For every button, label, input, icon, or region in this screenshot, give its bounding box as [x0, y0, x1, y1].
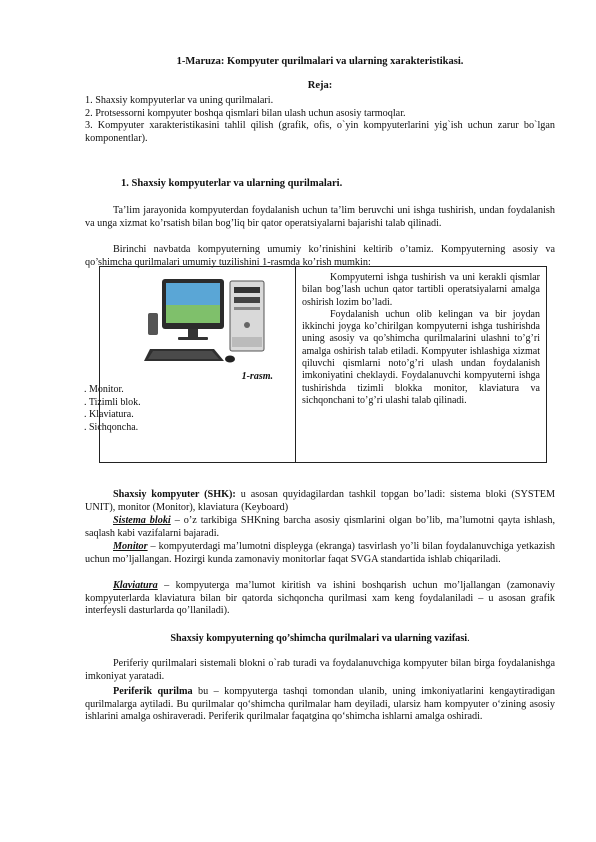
shk-paragraph [85, 489, 555, 514]
plan-item-2: 2. Protsessorni kompyuter boshqa qismlari bilan ulash uchun asosiy tarmoqlar. [85, 107, 406, 119]
figure-text-paragraph: Foydalanish uchun olib kelingan va bir joydan ikkinchi joyga ko’chirilgan kompyuterni ishga tushirishda uning asosiy va qo’shimcha qurilmalarini ulashni to’g’ri amalga oshirish talab etiladi. Kompyuter ishlashiga xizmat qiluvchi qismlarni noto’g’ri ulash undan foydalanish imkoniyatini cheklaydi. Foydalanuvchi kompyuterni ishga tushirishda tizimli blokka monitor, klaviatura va sichqonchani to’g’ri ulashi talab qilinadi. [302, 308, 540, 406]
intro-paragraph-2: Birinchi navbatda kompyuterning umumiy ko’rinishini keltirib o’tamiz. Kompyuterning asosiy va qo’shimcha qurilmalari umumiy tuzilishini 1-rasmda ko’rish mumkin: [85, 244, 555, 268]
legend-item: . Sichqoncha. [84, 421, 139, 433]
periferik-paragraph [85, 686, 555, 724]
legend-item: . Klaviatura. [84, 409, 134, 421]
section-heading: 1. Shaxsiy kompyuterlar va ularning qurilmalari. [121, 178, 343, 189]
periferik-text: bu – kompyuterga tashqi tomondan ulanib, uning imkoniyatlarini kengaytiradigan qurilmalarga aytiladi. Bu qurilmalar qo‘shimcha qurilmalar ham deyiladi, ularsiz ham kompyuter o‘zining asosiy ishlarini amalga oshiraveradi. Periferik qurilmalar faqatgina qo‘shimcha ishlarni amalga oshiradi. [85, 686, 555, 723]
subsection-heading-text: Shaxsiy kompyuterning qo’shimcha qurilmalari va ularning vazifasi [170, 633, 468, 644]
sistema-term: Sistema bloki [113, 515, 171, 526]
figure-text-cell [296, 267, 546, 462]
figure-legend [84, 384, 141, 434]
klaviatura-text: – kompyuterga ma’lumot kiritish va ishini boshqarish uchun mo’ljallangan (zamonaviy kompyuterlarda klaviatura bilan bir qatorda sichqoncha qurilmasi xam keng foydalaniladi – u asosan grafik interfeysli dasturlarda qo’llaniladi). [85, 580, 555, 617]
legend-item: . Monitor. [84, 384, 124, 395]
figure-caption: 1-rasm. [241, 371, 273, 382]
sistema-paragraph [85, 515, 555, 540]
shk-term: Shaxsiy kompyuter (SHK): [113, 489, 236, 500]
legend-item: . Tizimli blok. [84, 396, 141, 408]
subsection-heading-dot: . [467, 633, 470, 644]
shk-text: u asosan quyidagilardan tashkil topgan bo’ladi: sistema bloki (SYSTEM UNIT), monitor (Monitor), klaviatura (Keyboard) [85, 489, 555, 513]
computer-illustration [144, 275, 284, 375]
figure-text-paragraph: Kompyuterni ishga tushirish va uni kerakli qismlar bilan bog’lash uchun qator tartibli operatsiyalarni amalga oshirish lozim bo’ladi. [302, 272, 540, 308]
subsection-heading [85, 633, 555, 644]
figure-table [84, 266, 547, 463]
klaviatura-paragraph [85, 580, 555, 618]
lecture-title: 1-Maruza: Kompyuter qurilmalari va ularning xarakteristikasi. [176, 56, 464, 67]
plan-item-3: 3. Kompyuter xarakteristikasini tahlil qilish (grafik, ofis, o`yin kompyuterlarini yig`ish uchun zarur bo`lgan komponentlar). [85, 120, 555, 144]
sistema-text: – o’z tarkibiga SHKning barcha asosiy qismlarini olgan bo’lib, ma’lumotni qayta ishlash, saqlash kabi vazifalarni bajaradi. [85, 515, 556, 539]
monitor-text: – kompyuterdagi ma’lumotni displeyga (ekranga) tasvirlash yo’li bilan foydalanuvchiga yetkazish uchun mo’ljallangan. Hozirgi kunda zamonaviy monitorlar faqat SVGA standartida ishlab chiqariladi. [85, 541, 555, 565]
periferik-term: Periferik qurilma [113, 686, 193, 697]
plan-list [85, 95, 555, 145]
plan-heading: Reja: [307, 80, 333, 91]
monitor-term: Monitor [113, 541, 148, 552]
figure-cell [84, 267, 296, 462]
klaviatura-term: Klaviatura [113, 580, 158, 591]
plan-item-1: 1. Shaxsiy kompyuterlar va uning qurilmalari. [85, 95, 274, 106]
periferiy-paragraph: Periferiy qurilmalari sistemali blokni o`rab turadi va foydalanuvchiga kompyuter bilan birga foydalanishga imkoniyat yaratadi. [85, 658, 555, 682]
monitor-paragraph [85, 541, 555, 566]
intro-paragraph-1: Ta’lim jarayonida kompyuterdan foydalanish uchun ta’lim beruvchi uni ishga tushirish, undan foydalanish va unga xizmat ko’rsatish bilan bog’liq bir qator operatsiyalarni bajarishi talab qilinadi. [85, 205, 555, 229]
